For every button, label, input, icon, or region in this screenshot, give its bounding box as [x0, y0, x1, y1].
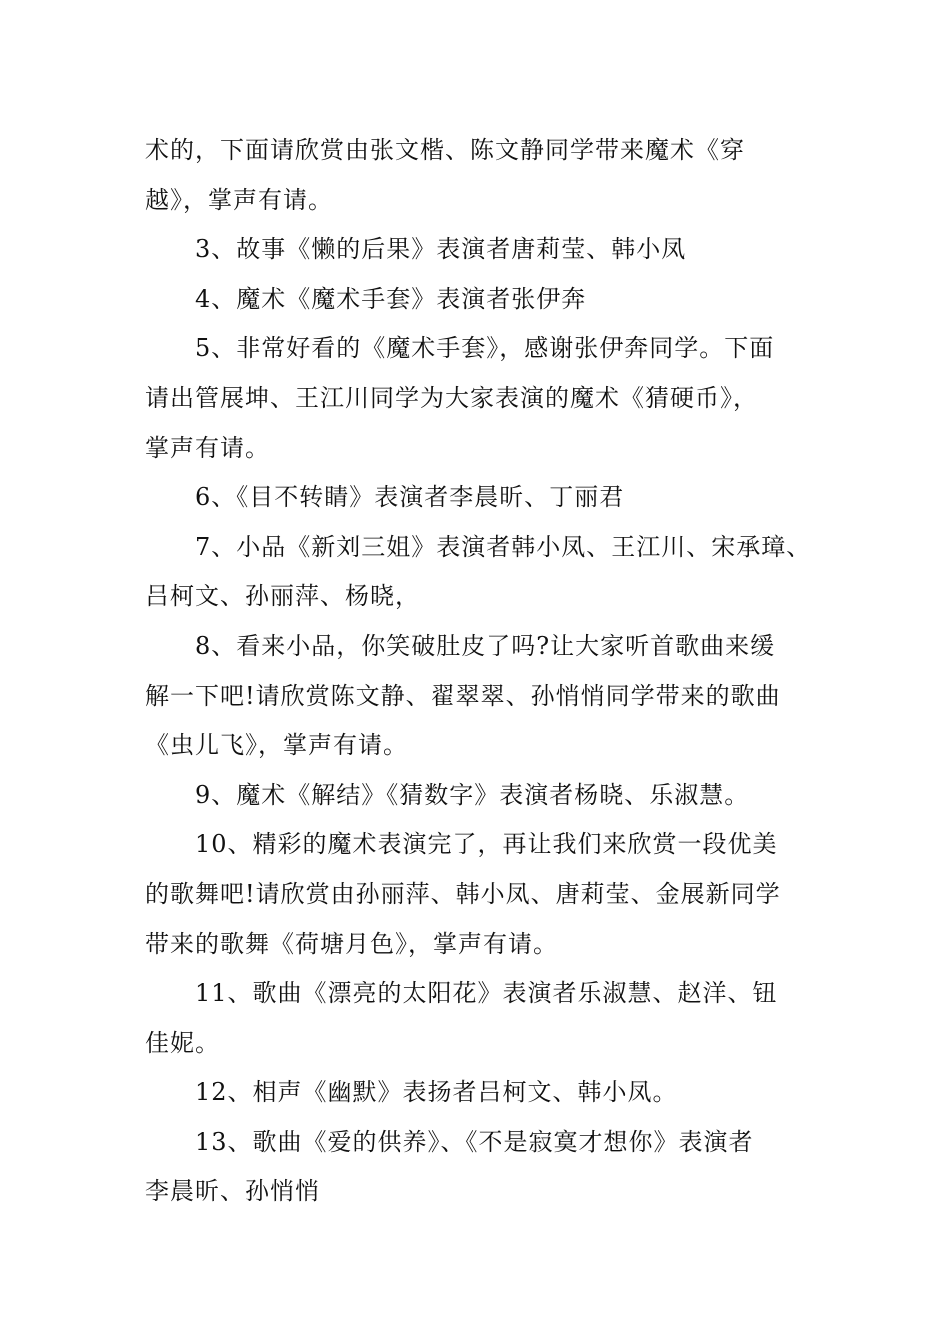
- text-line: 吕柯文、孙丽萍、杨晓，: [145, 582, 420, 611]
- text-line: 解一下吧!请欣赏陈文静、翟翠翠、孙悄悄同学带来的歌曲: [145, 681, 781, 710]
- text-line: 李晨昕、孙悄悄: [145, 1177, 320, 1206]
- list-item-4: 4、魔术《魔术手套》表演者张伊奔: [195, 284, 587, 313]
- list-item-5: 5、非常好看的《魔术手套》，感谢张伊奔同学。下面: [195, 334, 775, 363]
- text-line: 越》，掌声有请。: [145, 185, 333, 214]
- list-item-8: 8、看来小品，你笑破肚皮了吗?让大家听首歌曲来缓: [195, 631, 776, 660]
- list-item-11: 11、歌曲《漂亮的太阳花》表演者乐淑慧、赵洋、钮: [195, 979, 778, 1008]
- list-item-10: 10、精彩的魔术表演完了，再让我们来欣赏一段优美: [195, 830, 778, 859]
- list-item-7: 7、小品《新刘三姐》表演者韩小凤、王江川、宋承璋、: [195, 532, 812, 561]
- list-item-3: 3、故事《懒的后果》表演者唐莉莹、韩小凤: [195, 235, 687, 264]
- text-line: 掌声有请。: [145, 433, 270, 462]
- list-item-12: 12、相声《幽默》表扬者吕柯文、韩小凤。: [195, 1078, 678, 1107]
- text-line: 带来的歌舞《荷塘月色》，掌声有请。: [145, 929, 558, 958]
- text-line: 请出管展坤、王江川同学为大家表演的魔术《猜硬币》，: [145, 383, 758, 412]
- document-body: [145, 126, 835, 1217]
- text-line: 《虫儿飞》，掌声有请。: [145, 731, 408, 760]
- list-item-9: 9、魔术《解结》《猜数字》表演者杨晓、乐淑慧。: [195, 780, 750, 809]
- text-line: 佳妮。: [145, 1028, 220, 1057]
- text-line: 的歌舞吧!请欣赏由孙丽萍、韩小凤、唐莉莹、金展新同学: [145, 879, 781, 908]
- list-item-13: 13、歌曲《爱的供养》、《不是寂寞才想你》表演者: [195, 1127, 754, 1156]
- text-line: 术的，下面请欣赏由张文楷、陈文静同学带来魔术《穿: [145, 136, 745, 164]
- list-item-6: 6、《目不转睛》表演者李晨昕、丁丽君: [195, 483, 625, 512]
